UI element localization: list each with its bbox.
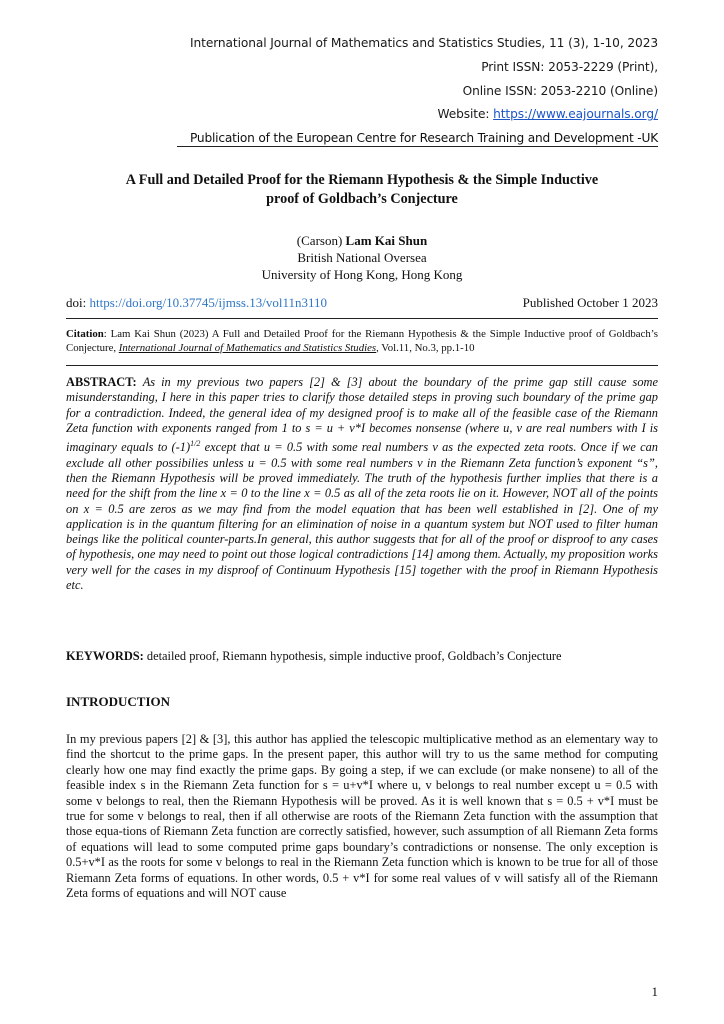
divider-bottom <box>66 365 658 366</box>
published-date: Published October 1 2023 <box>522 295 658 310</box>
author-line <box>66 232 658 249</box>
keywords-text: detailed proof, Riemann hypothesis, simple inductive proof, Goldbach’s Conjecture <box>146 649 562 663</box>
keywords-label: KEYWORDS: <box>66 649 147 663</box>
paper-title <box>66 171 658 209</box>
abstract-sup: 1/2 <box>190 439 201 449</box>
affiliation-1: British National Oversea <box>297 250 427 265</box>
title-line-1: A Full and Detailed Proof for the Riemann Hypothesis & the Simple Inductive <box>125 172 599 188</box>
divider-top <box>66 318 658 319</box>
citation-label: Citation <box>66 328 104 340</box>
abstract-label: ABSTRACT: <box>66 375 143 389</box>
citation-text-1: : Lam Kai Shun (2023) A Full and Detailed Proof for the Riemann Hypothesis & the Simple Inductive proof of Goldbach’s Conjecture, <box>66 328 658 354</box>
keywords <box>66 649 658 664</box>
abstract <box>66 375 658 593</box>
citation-journal: International Journal of Mathematics and Statistics Studies <box>118 342 377 354</box>
publisher-line: Publication of the European Centre for Research Training and Development -UK <box>177 131 658 147</box>
author-block <box>66 232 658 283</box>
title-line-2: proof of Goldbach’s Conjecture <box>266 191 458 207</box>
author-name: Lam Kai Shun <box>345 233 428 248</box>
website-link[interactable]: https://www.eajournals.org/ <box>493 107 658 121</box>
introduction-heading: INTRODUCTION <box>66 694 171 709</box>
print-issn: Print ISSN: 2053-2229 (Print), <box>481 60 658 74</box>
website-label: Website: <box>437 107 494 121</box>
citation <box>66 327 658 355</box>
doi-label: doi: <box>66 295 90 310</box>
author-prefix: (Carson) <box>296 233 346 248</box>
website-line <box>437 107 658 121</box>
doi-row <box>66 295 658 311</box>
abstract-text-a: As in my previous two papers [2] & [3] about the boundary of the prime gap still cause some misunderstanding, I here in this paper tries to clarify those detailed steps in proving such boundary of the prime gap for a contradiction. Indeed, the general idea of my designed proof is to make all of the feasible case of the Riemann Zeta function with exponents ranged from 1 to s = u + v*I becomes nonsense (where u, v are real numbers with I is imaginary equals to (-1) <box>66 375 658 455</box>
introduction-text: In my previous papers [2] & [3], this author has applied the telescopic multiplicative method as an elementary way to find the shortcut to the prime gaps. In the present paper, this author will try to us the same method for computing clearly how one may find exactly the prime gaps. By going a step, if we can exclude (or make nonsene) to all of the feasible index s in the Riemann Zeta function for s = u+v*I where u, v belongs to real number except u = 0.5 with some v belongs to real, then the Riemann Hypothesis will be proved. As it is well known that s = 0.5 + v*I must be true for some v belongs to real, then if all otherwise are roots of the Riemann Zeta function with the assumption that those equa-tions of Riemann Zeta function are correctly satisfied, however, such assumption of all Riemann Zeta forms of equations will lead to some computed prime gaps boundary’s contradictions or nonsense. The only exception is 0.5+v*I as the roots for some v belongs to real in the Riemann Zeta function which is known to be true for all of those Riemann Zeta forms of equations. In other words, 0.5 + v*I for some real values of v will satisfy all of the Riemann Zeta forms of equations and will NOT cause <box>66 732 659 901</box>
affiliation-2: University of Hong Kong, Hong Kong <box>261 267 463 282</box>
journal-header: International Journal of Mathematics and Statistics Studies, 11 (3), 1-10, 2023 <box>190 36 658 50</box>
citation-text-2: , Vol.11, No.3, pp.1-10 <box>376 342 475 354</box>
doi-link[interactable]: https://doi.org/10.37745/ijmss.13/vol11n3110 <box>89 295 327 310</box>
page-number: 1 <box>651 984 658 999</box>
online-issn: Online ISSN: 2053-2210 (Online) <box>462 84 658 98</box>
abstract-text-b: except that u = 0.5 with some real numbers v as the expected zeta roots. Once if we can exclude all other possibilies unless u = 0.5 with some real numbers v in the Riemann Zeta function’s exponent “s”, then the Riemann Hypothesis will be proved immediately. The truth of the hypothesis further implies that there is a need for the shift from the line x = 0 to the line x = 0.5 as all of the zeta roots lie on it. However, NOT all of the points on x = 0.5 are zeros as we may find from the model equation that has been well established in [2]. One of my application is in the quantum filtering for an elimination of noise in a quantum system but NOT used to filter human beings like the political counter-parts.In general, this author suggests that for all of the proof or disproof to any cases of hypothesis, one may need to point out those logical contradictions [14] among them. Actually, my proposition works very well for the cases in my disproof of Continuum Hypothesis [15] together with the proof in Riemann Hypothesis etc. <box>66 440 658 592</box>
